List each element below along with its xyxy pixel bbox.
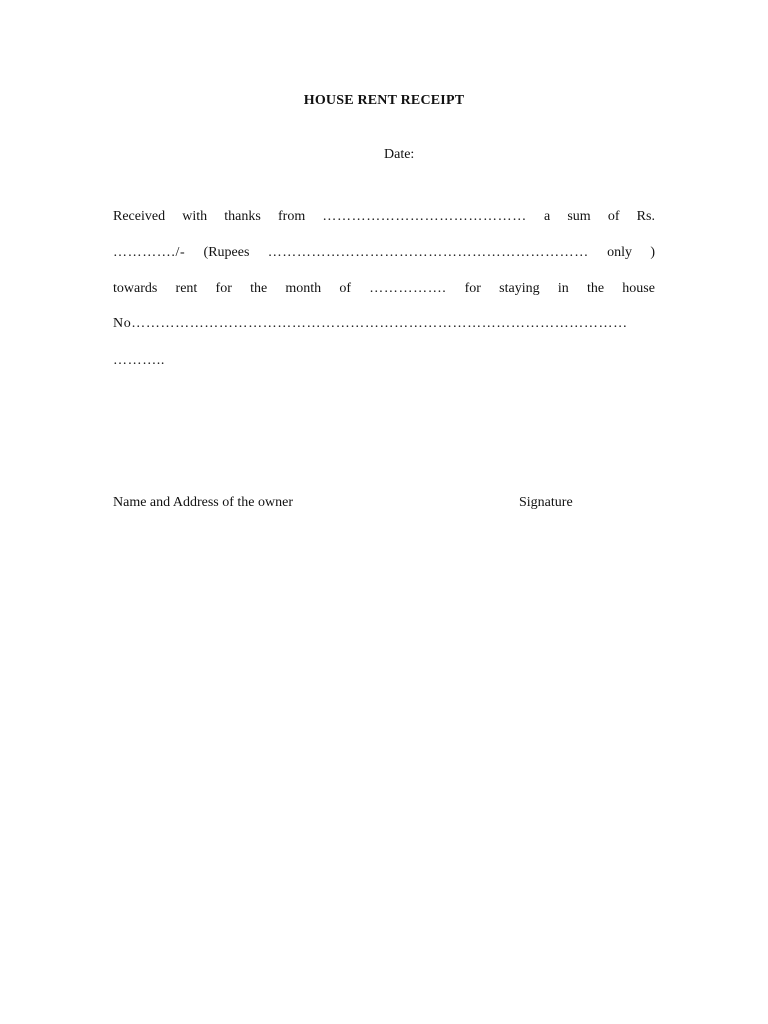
body-word: in <box>557 281 569 296</box>
date-label: Date: <box>384 147 415 162</box>
body-word: for <box>464 281 481 296</box>
amount-blank: …………./- <box>113 245 186 260</box>
body-word: rent <box>175 281 198 296</box>
body-word: the <box>250 281 268 296</box>
body-word: Rs. <box>636 209 655 224</box>
house-number-blank-continued: ……….. <box>113 353 165 368</box>
receipt-body-line-2 <box>113 245 655 261</box>
receipt-body-line-5 <box>113 353 655 369</box>
amount-in-words-blank: ………………………………………………………… <box>267 245 589 260</box>
body-word: ) <box>650 245 655 260</box>
body-word: the <box>586 281 605 296</box>
house-number-blank: No………………………………………………………………………………………… <box>113 316 628 331</box>
body-word: a <box>543 209 551 224</box>
body-word: for <box>215 281 232 296</box>
body-word: of <box>607 209 620 224</box>
body-word: thanks <box>224 209 261 224</box>
page-title: HOUSE RENT RECEIPT <box>303 93 465 108</box>
payer-name-blank: …………………………………… <box>322 209 527 224</box>
receipt-body-line-3 <box>113 281 655 297</box>
receipt-body-line-1 <box>113 209 655 225</box>
body-word: Received <box>113 209 166 224</box>
body-word: only <box>607 245 633 260</box>
body-word: of <box>339 281 352 296</box>
body-word: from <box>278 209 306 224</box>
body-word: sum <box>567 209 591 224</box>
month-blank: ……………. <box>369 281 447 296</box>
body-word: house <box>622 281 655 296</box>
body-word: towards <box>113 281 158 296</box>
body-word: staying <box>499 281 540 296</box>
receipt-body-line-4 <box>113 316 655 332</box>
body-word: (Rupees <box>203 245 250 260</box>
owner-name-address-label: Name and Address of the owner <box>113 495 294 510</box>
body-word: month <box>285 281 322 296</box>
signature-label: Signature <box>519 495 573 510</box>
body-word: with <box>182 209 208 224</box>
